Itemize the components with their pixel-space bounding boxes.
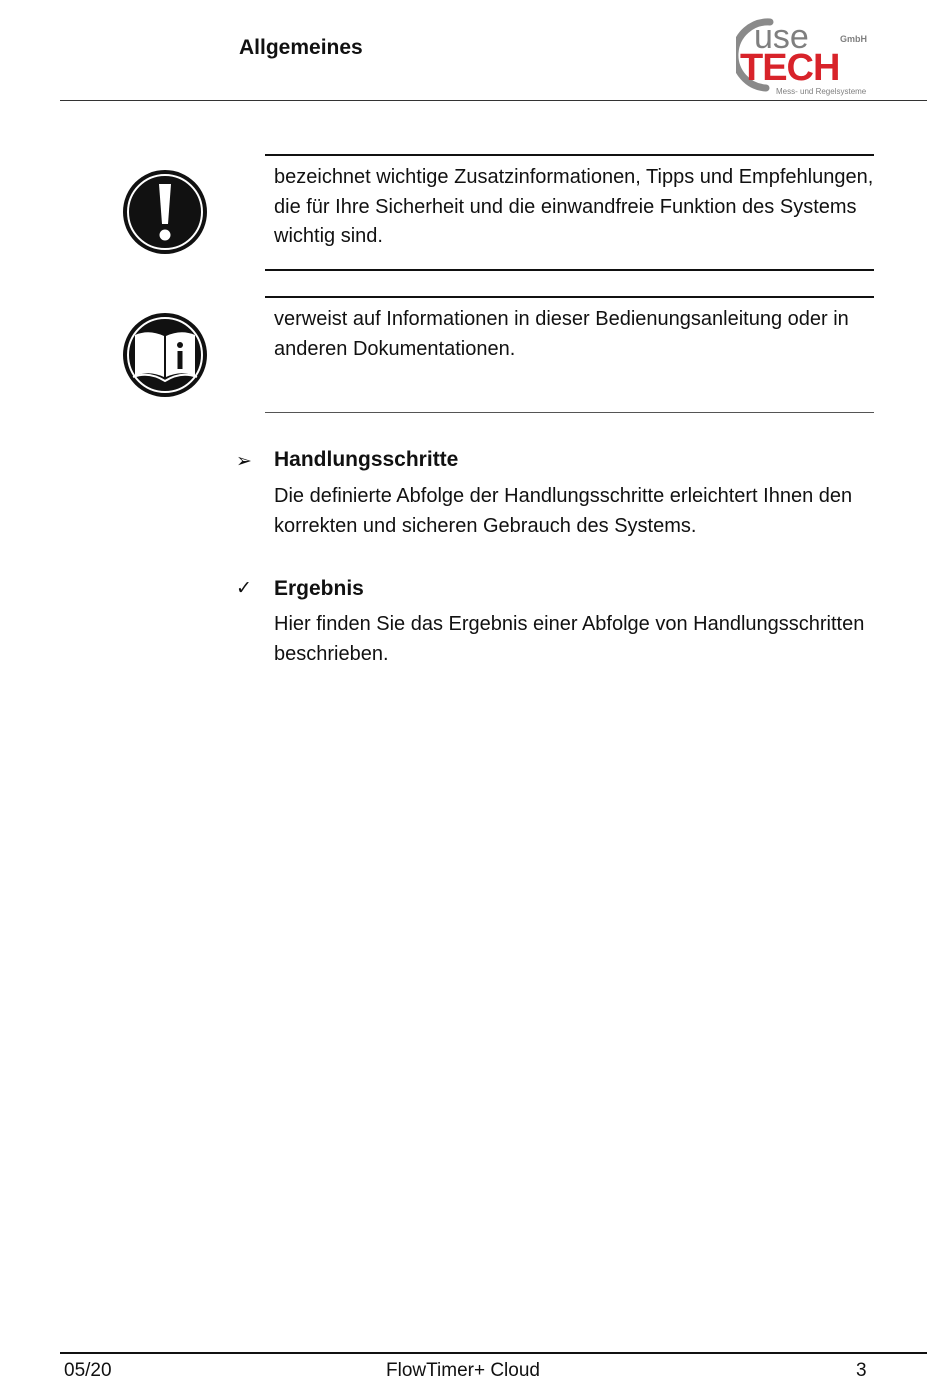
notice-divider (265, 296, 874, 298)
section-heading: Ergebnis (274, 577, 364, 600)
notice-divider (265, 269, 874, 271)
notice-divider (265, 412, 874, 413)
exclamation-icon (121, 168, 209, 256)
header-divider (60, 100, 927, 101)
svg-text:GmbH: GmbH (840, 34, 867, 44)
svg-text:Mess- und Regelsysteme: Mess- und Regelsysteme (776, 87, 867, 96)
arrow-bullet-icon: ➢ (236, 451, 252, 472)
company-logo (736, 14, 876, 100)
footer-date: 05/20 (64, 1360, 112, 1381)
book-info-icon (121, 311, 209, 399)
footer-divider (60, 1352, 927, 1354)
page-number: 3 (856, 1360, 867, 1381)
notice-divider (265, 154, 874, 156)
section-heading: Handlungsschritte (274, 448, 459, 471)
section-body: Hier finden Sie das Ergebnis einer Abfolge von Handlungsschritten beschrieben. (274, 613, 865, 665)
svg-text:TECH: TECH (740, 47, 840, 89)
footer-product: FlowTimer+ Cloud (386, 1360, 540, 1381)
section-body: Die definierte Abfolge der Handlungsschritte erleichtert Ihnen den korrekten und sicheren Gebrauch des Systems. (274, 485, 853, 537)
notice-text: bezeichnet wichtige Zusatzinformationen, Tipps und Empfehlungen, die für Ihre Sicherheit und die einwandfreie Funktion des Systems wichtig sind. (274, 166, 874, 247)
svg-text:use: use (754, 18, 809, 56)
checkmark-bullet-icon: ✓ (236, 578, 252, 599)
page-section-title: Allgemeines (239, 36, 363, 59)
notice-text: verweist auf Informationen in dieser Bedienungsanleitung oder in anderen Dokumentationen. (274, 308, 849, 360)
